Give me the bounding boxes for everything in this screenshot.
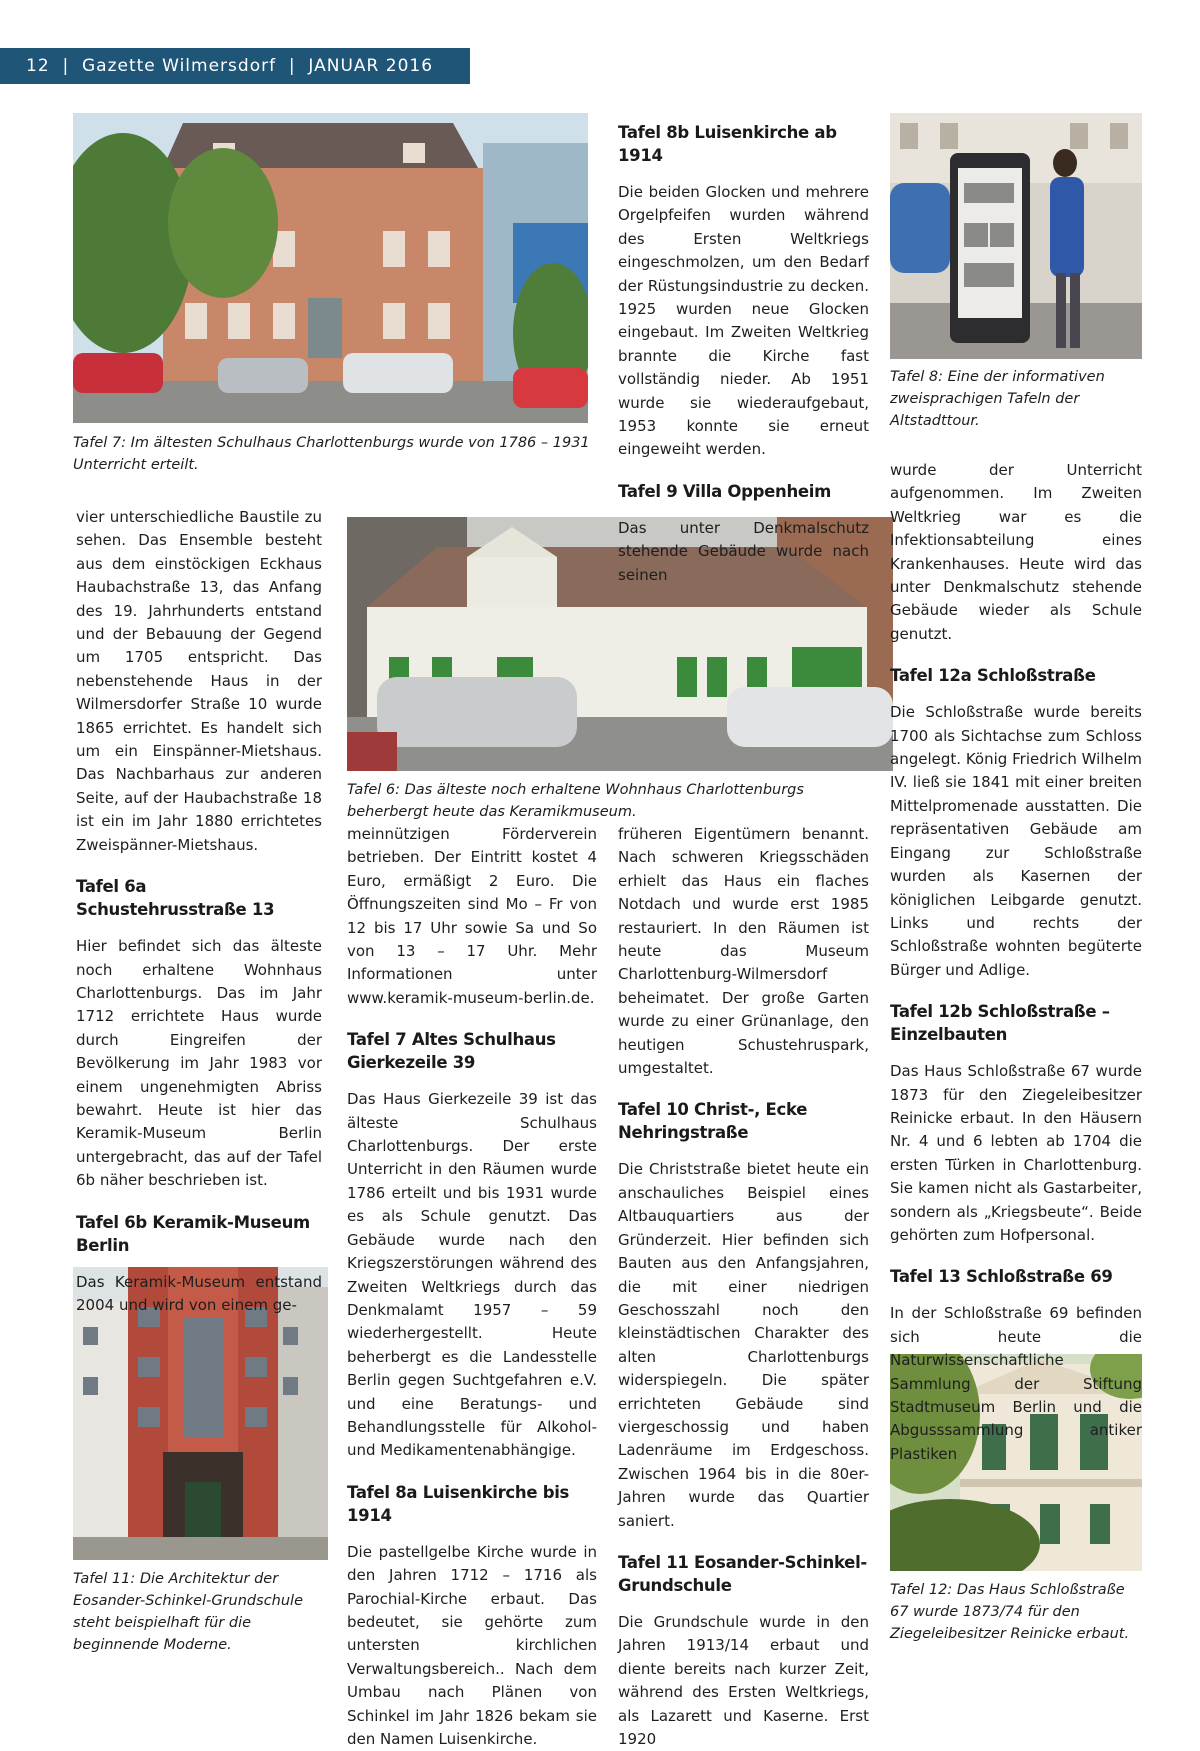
caption-tafel7: Tafel 7: Im ältesten Schulhaus Charlottenburgs wurde von 1786 – 1931 Unterricht erteilt. — [73, 435, 590, 473]
heading-tafel-12b: Tafel 12b Schloßstraße – Einzelbauten — [890, 1002, 1110, 1045]
heading-tafel-7: Tafel 7 Altes Schulhaus Gierkezeile 39 — [347, 1030, 556, 1073]
paragraph-tafel-11: Die Grundschule wurde in den Jahren 1913/14 erbaut und diente bereits nach kurzer Zeit, während des Ersten Weltkriegs, als Lazarett und Kaserne. Erst 1920 — [618, 1612, 869, 1748]
heading-tafel-12a: Tafel 12a Schloßstraße — [890, 666, 1096, 686]
heading-tafel-6a: Tafel 6a Schustehrusstraße 13 — [76, 877, 275, 920]
column-1 — [76, 506, 322, 1317]
paragraph-tafel-13: In der Schloßstraße 69 befinden sich heute die Naturwissenschaftliche Sammlung der Stiftung Stadtmuseum Berlin und die Abgusssammlung antiker Plastiken — [890, 1304, 1142, 1463]
paragraph-tafel-9: Das unter Denkmalschutz stehende Gebäude wurde nach seinen — [618, 518, 869, 584]
paragraph-tafel-8b: Die beiden Glocken und mehrere Orgelpfeifen wurden während des Ersten Weltkriegs eingeschmolzen, um den Bedarf der Rüstungsindustrie zu decken. 1925 wurden neue Glocken eingebaut. Im Zweiten Weltkrieg brannte die Kirche fast vollständig nieder. Ab 1951 wurde sie wiederaufgebaut, 1953 konnte sie erneut eingeweiht werden. — [618, 183, 869, 459]
heading-tafel-8a: Tafel 8a Luisenkirche bis 1914 — [347, 1482, 570, 1525]
caption-tafel11: Tafel 11: Die Architektur der Eosander-Schinkel-Grundschule steht beispielhaft für die beginnende Moderne. — [73, 1571, 303, 1653]
paragraph-tafel-10: Die Christstraße bietet heute ein anschauliches Beispiel eines Altbauquartiers aus der Gründerzeit. Hier befinden sich Bauten aus den Anfangsjahren, die mit einer niedrigen Geschosszahl noch den kleinstädtischen Charakter des alten Charlottenburgs widerspiegeln. Die später errichteten Gebäude sind viergeschossig und haben Ladenräume im Erdgeschoss. Zwischen 1964 bis in die 80er-Jahren wurde das Quartier saniert. — [618, 1160, 869, 1530]
photo-info-column — [890, 113, 1142, 359]
publication-name: Gazette Wilmersdorf — [81, 56, 277, 76]
column-4 — [890, 459, 1142, 1466]
paragraph-tafel-8a: Die pastellgelbe Kirche wurde in den Jahren 1712 – 1716 als Parochial-Kirche erbaut. Das bedeutet, sie gehörte zum untersten kirchlichen Verwaltungsbereich.. Nach dem Umbau nach Plänen von Schinkel im Jahr 1826 bekam sie den Namen Luisenkirche. — [347, 1542, 597, 1748]
heading-tafel-6b: Tafel 6b Keramik-Museum Berlin — [76, 1212, 310, 1255]
heading-tafel-11: Tafel 11 Eosander-Schinkel-Grundschule — [618, 1552, 867, 1595]
heading-tafel-9: Tafel 9 Villa Oppenheim — [618, 481, 832, 501]
heading-tafel-10: Tafel 10 Christ-, Ecke Nehringstraße — [618, 1100, 808, 1143]
paragraph-tafel-12b: Das Haus Schloßstraße 67 wurde 1873 für den Ziegeleibesitzer Reinicke erbaut. In den Häusern Nr. 4 und 6 lebten ab 1704 die ersten Türken in Charlottenburg. Sie kamen nicht als Gastarbeiter, sondern als „Kriegsbeute“. Beide gehörten zum Hofpersonal. — [890, 1062, 1142, 1244]
caption-tafel6: Tafel 6: Das älteste noch erhaltene Wohnhaus Charlottenburgs beherbergt heute das Keramikmuseum. — [347, 782, 804, 820]
column-3-bottom — [618, 823, 869, 1751]
caption-tafel8: Tafel 8: Eine der informativen zweisprachigen Tafeln der Altstadttour. — [890, 369, 1105, 429]
column-2 — [347, 823, 597, 1751]
issue-date: JANUAR 2016 — [308, 56, 434, 76]
page-number: 12 — [26, 56, 50, 76]
paragraph-tafel-6b-continued: meinnützigen Förderverein betrieben. Der Eintritt kostet 4 Euro, ermäßigt 2 Euro. Die Öffnungszeiten sind Mo – Fr von 12 bis 17 Uhr sowie Sa und So von 13 – 17 Uhr. Mehr Informationen unter www.keramik-museum-berlin.de. — [347, 825, 597, 1007]
photo-old-schoolhouse — [73, 113, 588, 423]
page-header: 12 | Gazette Wilmersdorf | JANUAR 2016 — [0, 48, 470, 84]
caption-tafel12: Tafel 12: Das Haus Schloßstraße 67 wurde 1873/74 für den Ziegeleibesitzer Reinicke erbaut. — [890, 1582, 1130, 1642]
column-3-top — [618, 121, 869, 587]
paragraph-tafel-12a: Die Schloßstraße wurde bereits 1700 als Sichtachse zum Schloss angelegt. König Friedrich Wilhelm IV. ließ sie 1841 mit einer breiten Mittelpromenade ausstatten. Die repräsentativen Gebäude am Eingang zur Schloßstraße wurden als Kasernen der königlichen Leibgarde genutzt. Links und rechts der Schloßstraße wohnten begüterte Bürger und Adlige. — [890, 703, 1142, 979]
paragraph-tafel-7: Das Haus Gierkezeile 39 ist das älteste Schulhaus Charlottenburgs. Der erste Unterricht in den Räumen wurde 1786 erteilt und bis 1931 wurde es als Schule genutzt. Das Gebäude wurde nach den Kriegszerstörungen während des Zweiten Weltkriegs durch das Denkmalamt 1957 – 59 wiederhergestellt. Heute beherbergt es die Landesstelle Berlin gegen Suchtgefahren e.V. und eine Beratungs- und Behandlungsstelle für Alkohol- und Medikamentenabhängige. — [347, 1090, 597, 1460]
paragraph-tafel-6b: Das Keramik-Museum entstand 2004 und wird von einem ge- — [76, 1272, 322, 1314]
paragraph-tafel-6a: Hier befindet sich das älteste noch erhaltene Wohnhaus Charlottenburgs. Das im Jahr 1712 errichtete Haus wurde durch Eingreifen der Bevölkerung im Jahr 1983 vor einem ungenehmigten Abriss bewahrt. Heute ist hier das Keramik-Museum Berlin untergebracht, das auf der Tafel 6b näher beschrieben ist. — [76, 937, 322, 1190]
intro-paragraph: vier unterschiedliche Baustile zu sehen. Das Ensemble besteht aus dem einstöckigen Eckhaus Haubachstraße 13, das Anfang des 19. Jahrhunderts entstand und der Bebauung der Gegend um 1705 entspricht. Das nebenstehende Haus in der Wilmersdorfer Straße 10 wurde 1865 errichtet. Es handelt sich um ein Einspänner-Mietshaus. Das Nachbarhaus zur anderen Seite, auf der Haubachstraße 18 ist ein im Jahr 1880 errichtetes Zweispänner-Mietshaus. — [76, 508, 322, 854]
paragraph-tafel-11-continued: wurde der Unterricht aufgenommen. Im Zweiten Weltkrieg war es die Infektionsabteilung eines Krankenhauses. Heute wird das unter Denkmalschutz stehende Gebäude wieder als Schule genutzt. — [890, 461, 1142, 643]
heading-tafel-8b: Tafel 8b Luisenkirche ab 1914 — [618, 123, 837, 165]
paragraph-tafel-9-continued: früheren Eigentümern benannt. Nach schweren Kriegsschäden erhielt das Haus ein flaches Notdach und wurde erst 1985 restauriert. In den Räumen ist heute das Museum Charlottenburg-Wilmersdorf beheimatet. Der große Garten wurde zu einer Grünanlage, den heutigen Schustehruspark, umgestaltet. — [618, 825, 869, 1078]
heading-tafel-13: Tafel 13 Schloßstraße 69 — [890, 1267, 1113, 1287]
